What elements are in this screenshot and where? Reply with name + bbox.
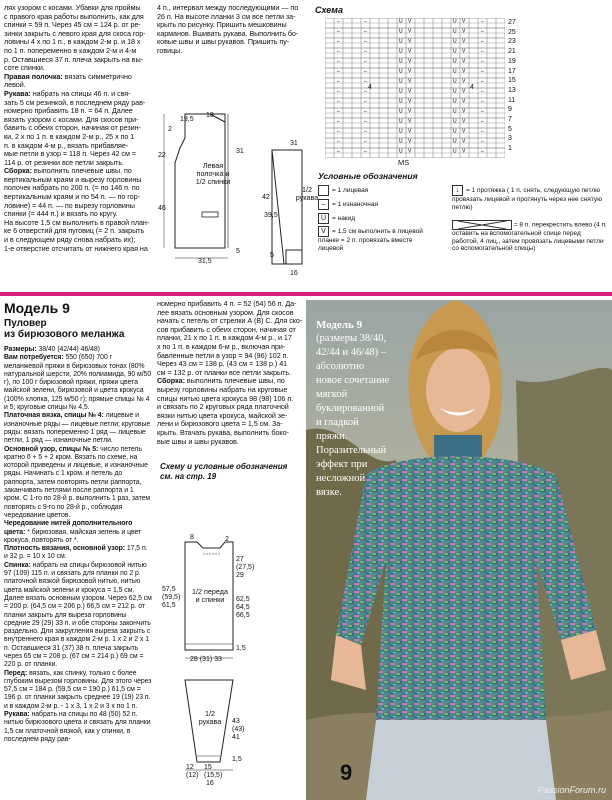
subtitle-line: из бирюзового меланжа <box>4 329 125 340</box>
text-line: мые петли в узор = 118 п. Через 42 см = <box>4 149 136 159</box>
dim-label: 16 <box>206 780 214 787</box>
text-line: полочек набрать по 200 п. (= по 146 п. по <box>4 183 140 193</box>
caption-line: абсолютно <box>316 361 365 372</box>
chart-stitch-symbol: V <box>408 58 412 65</box>
row-number: 21 <box>508 48 516 56</box>
dim-label: (12) <box>186 772 199 779</box>
row-number: 15 <box>508 77 516 85</box>
chart-stitch-symbol: – <box>364 108 367 115</box>
chart-stitch-symbol: V <box>462 98 466 105</box>
chart-stitch-symbol: U <box>399 148 403 155</box>
row-number: 5 <box>508 125 512 133</box>
chart-stitch-symbol: V <box>408 88 412 95</box>
text-line: и в следующем ряду снова набрать их); <box>4 235 136 245</box>
text-line: крыть по рисунку. Пришить мешковины <box>157 20 287 30</box>
caption-line: Поразительный <box>316 445 387 456</box>
chart-stitch-symbol: V <box>408 48 412 55</box>
section-heading: Правая полочка: <box>4 71 63 81</box>
chart-stitch-symbol: – <box>337 138 340 145</box>
legend-text: = 1 изнаночная <box>332 201 379 209</box>
text-line: с правого края работы выполнить, как для <box>4 11 144 21</box>
dim-label: 2 <box>168 126 172 133</box>
text-line: х по 1 п. в каждом 6-м р., включая при- <box>157 341 286 351</box>
subtitle-line: Пуловер <box>4 318 47 329</box>
chart-stitch-symbol: – <box>337 38 340 45</box>
row-numbers <box>508 18 528 154</box>
caption-line: 42/44 и 46/48) – <box>316 347 387 358</box>
instr-heading: Плотность вязания, основной узор: <box>4 545 126 553</box>
instr-text: набрать на спицы бирюзовой нитью 97 (109) 115 п. и связать для планки по 2 р. платочной вязкой бирюзовой нитью, нитью цвета майской зелени и крокуса = 1,5 см. Далее вязать основным узором. Через 62,5 см = 200 р. (64,5 см = 206 р.) 66,5 см = 212 р. от планки закрыть для выреза горловины средние 29 (29) 33 п. и обе стороны закончить раздельно. Для закругления выреза закрыть с внутреннего края в каждом 2-м р. 1 х 2 и 2 х 1 п. Оставшиеся 31 (37) 38 п. плеча закрыть через 65 см = 208 р. (67 см = 214 р.) 69 см = 220 р. от планки. <box>4 561 152 669</box>
chart-stitch-symbol: – <box>337 18 340 25</box>
legend-item-cable <box>452 220 608 253</box>
top-left-text-column <box>4 4 150 253</box>
text-line: п. в каждом 4-м р., вязать прибавляе- <box>4 140 129 150</box>
text-line: выполнить плечевые швы, по <box>186 376 285 386</box>
instr-heading: Вам потребуется: <box>4 354 64 362</box>
chart-stitch-symbol: – <box>481 108 484 115</box>
dim-label: 5 <box>270 252 274 259</box>
chart-stitch-symbol: – <box>481 98 484 105</box>
chart-stitch-symbol: – <box>481 138 484 145</box>
shape-label-line: Левая <box>202 161 224 170</box>
knit-symbol-icon <box>318 185 329 196</box>
shape-label-line: 1/2 переда <box>192 587 228 596</box>
chart-stitch-symbol: – <box>364 38 367 45</box>
chart-stitch-symbol: U <box>453 18 457 25</box>
section-heading: Сборка: <box>157 376 185 386</box>
chart-stitch-symbol: V <box>408 78 412 85</box>
chart-stitch-symbol: V <box>462 58 466 65</box>
text-line: вые швы и швы рукавов. <box>157 436 239 446</box>
row-number: 17 <box>508 67 516 75</box>
dim-label: 1,5 <box>232 756 242 763</box>
chart-stitch-symbol: U <box>399 108 403 115</box>
shape-label-line: 1/2 спинки <box>195 177 231 186</box>
model-title: Модель 9 <box>4 300 70 316</box>
chart-stitch-symbol: V <box>462 78 466 85</box>
chart-stitch-symbol: V <box>408 118 412 125</box>
dim-label: 27 <box>236 556 244 563</box>
chart-stitch-symbol: – <box>364 138 367 145</box>
chart-stitch-symbol: – <box>337 28 340 35</box>
model-subtitle <box>4 318 124 340</box>
text-line: ловине) = 44 п. — по вырезу горловины <box>4 200 135 210</box>
dim-label: (43) <box>232 726 245 733</box>
dim-label: 64,5 <box>236 604 250 611</box>
instr-text: * бирюзовая, майская зелень и цвет крокуса, повторять от *. <box>4 528 142 544</box>
text-line: р. Оставшиеся 37 п. плеча закрыть на вы- <box>4 54 143 64</box>
instr-heading: Платочная вязка, спицы № 4: <box>4 412 104 420</box>
caption-line: вязке. <box>316 487 342 498</box>
legend-text: = 1 протяжка ( 1 п. снять, следующую петлю провязать лицевой и протянуть через нее снятую петлю) <box>452 187 602 211</box>
dim-label: 62,5 <box>236 596 250 603</box>
legend-item-knit <box>318 185 418 196</box>
chart-stitch-symbol: V <box>462 128 466 135</box>
text-line: говицы. <box>157 45 183 55</box>
chart-stitch-symbol: U <box>399 48 403 55</box>
schema-inner-label: 4 <box>368 84 372 91</box>
chart-stitch-symbol: U <box>453 108 457 115</box>
chart-stitch-symbol: U <box>453 38 457 45</box>
chart-stitch-symbol: – <box>337 48 340 55</box>
front-shape-label <box>186 162 240 186</box>
chart-stitch-symbol: V <box>462 18 466 25</box>
text-line: спинки (= 444 п.) и вязать по кругу. <box>4 209 118 219</box>
chart-stitch-symbol: U <box>453 88 457 95</box>
row-number: 19 <box>508 57 516 65</box>
shape-label-line: 1/2 <box>205 709 215 718</box>
ms-label: MS <box>398 158 410 167</box>
chart-stitch-symbol: – <box>481 18 484 25</box>
text-line: лее вязать основным узором. Для скосов <box>157 307 294 317</box>
text-line: крыть. Втачать рукава, выполнить боко- <box>157 427 289 437</box>
text-line: спицы нитью цвета крокуса 98 (98) 106 п. <box>157 393 294 403</box>
instr-text: 17,5 п. и 32 р. = 10 х 10 см. <box>4 545 148 561</box>
chart-stitch-symbol: – <box>481 148 484 155</box>
cable-symbol-icon <box>452 220 512 230</box>
dim-label: 18 <box>206 112 214 119</box>
caption-line: буклированной <box>316 403 385 414</box>
instr-text: вязать, как спинку, только с более глубоким вырезом горловины. Для этого через 57,5 см = 184 р. (59,5 см = 190 р.) 61,5 см = 196 р. от планки закрыть среднее 19 (19) 23 п. и в каждом 2-м р. - 1 х 3, 1 х 2 и 3 х по 1 п. <box>4 669 152 710</box>
dim-label: 57,5 <box>162 586 176 593</box>
photo-caption <box>316 318 406 500</box>
text-line: номерно прибавить 18 п. = 64 п. Далее <box>4 106 133 116</box>
text-line: ке 6 отверстий для пуговиц (= 2 п. закрыть <box>4 226 145 236</box>
chart-stitch-symbol: – <box>364 88 367 95</box>
instr-heading: Основной узор, спицы № 5: <box>4 445 99 453</box>
chart-stitch-symbol: V <box>408 128 412 135</box>
dim-label: 43 <box>232 718 240 725</box>
row-number: 1 <box>508 145 512 153</box>
chart-stitch-symbol: – <box>337 78 340 85</box>
caption-line: несложной <box>316 473 366 484</box>
instr-text: число петель кратно 6 + 5 + 2 кром. Вязать по схеме, на которой приведены и лицевые, и изнаночные ряды. Начинать с 1 кром. и петель до раппорта, затем повторять петли раппорта, заканчивать петлями после раппорта и 1 кром. С 1-го по 28-й р. выполнить 1 раз, затем повторять с 9-го по 28-й р., соблюдая чередование цветов. <box>4 445 151 519</box>
chart-stitch-symbol: – <box>337 148 340 155</box>
chart-stitch-symbol: V <box>408 138 412 145</box>
chart-stitch-symbol: – <box>481 38 484 45</box>
text-line: набрать на спицы 46 п. и свя- <box>32 88 131 98</box>
legend-item-purl <box>318 199 418 210</box>
chart-stitch-symbol: V <box>462 68 466 75</box>
chart-stitch-symbol: U <box>453 78 457 85</box>
chart-stitch-symbol: – <box>481 88 484 95</box>
chart-stitch-symbol: V <box>462 38 466 45</box>
instr-heading: Рукава: <box>4 711 30 719</box>
legend-text: = 1,5 см выполнить в лицевой планке = 2 п. провязать вместе лицевой <box>318 228 423 252</box>
dim-label: (59,5) <box>162 594 181 601</box>
legend-text: = накид <box>332 215 356 223</box>
chart-stitch-symbol: V <box>408 68 412 75</box>
dim-label: 8 <box>190 534 194 541</box>
legend-text: = 8 п. перекрестить влево (4 п. оставить на вспомогательной спице перед работой, 4 лиц., затем провязать лицевыми петли со вспомогательной спицы) <box>452 221 607 252</box>
body-shape-label <box>188 588 232 604</box>
watermark: PassionForum.ru <box>537 785 606 795</box>
text-line: бавленные петли в узор = 94 (96) 102 п. <box>157 350 289 360</box>
shape-label-line: и спинки <box>195 595 225 604</box>
chart-stitch-symbol: U <box>453 148 457 155</box>
dim-label: (27,5) <box>236 564 255 571</box>
text-line: планки, 21 х по 1 п. в каждом 4-м р., и 17 <box>157 333 292 343</box>
dim-label: 39,5 <box>264 212 278 219</box>
caption-line: мягкой <box>316 389 348 400</box>
text-line: см = 132 р. от планки все петли закрыть. <box>157 367 291 377</box>
chart-stitch-symbol: – <box>364 78 367 85</box>
legend-title: Условные обозначения <box>318 171 418 181</box>
text-line: карманов. Вшивать рукава. Выполнить бо- <box>157 28 299 38</box>
chart-stitch-symbol: V <box>408 148 412 155</box>
chart-stitch-symbol: U <box>399 58 403 65</box>
chart-stitch-symbol: – <box>337 68 340 75</box>
dim-label: 1,5 <box>236 645 246 652</box>
chart-stitch-symbol: V <box>408 108 412 115</box>
chart-stitch-symbol: U <box>453 118 457 125</box>
instr-text: лицевые и изнаночные ряды — лицевые петли; круговые ряды: вязать попеременно 1 ряд — лицевые петли, 1 ряд — изнаночные петли. <box>4 412 151 445</box>
chart-stitch-symbol: – <box>481 28 484 35</box>
chart-stitch-symbol: V <box>462 118 466 125</box>
ref-line: см. на стр. 19 <box>160 471 217 481</box>
chart-stitch-symbol: – <box>337 98 340 105</box>
dim-label: 12 <box>186 764 194 771</box>
purl-symbol-icon: – <box>318 199 329 210</box>
caption-line: пряжи. <box>316 431 348 442</box>
model9-instructions <box>4 346 152 744</box>
text-line: вязать узором с косами. Для скосов при- <box>4 114 139 124</box>
chart-stitch-symbol: U <box>399 38 403 45</box>
chart-stitch-symbol: U <box>399 28 403 35</box>
text-line: Через 43 см = 138 р. (43 см = 138 р.) 41 <box>157 359 288 369</box>
text-line: лени и бирюзового цвета = 1,5 см. За- <box>157 419 283 429</box>
chart-stitch-symbol: U <box>399 98 403 105</box>
dim-label: 66,5 <box>236 612 250 619</box>
legend-item-yarnover <box>318 213 418 224</box>
k2tog-symbol-icon: V <box>318 226 329 237</box>
text-line: 1-е отверстие отсчитать от нижнего края на <box>4 243 148 253</box>
chart-stitch-symbol: U <box>399 68 403 75</box>
text-line: вертикальным краям и вырезу горловины <box>4 174 142 184</box>
slip-symbol-icon: ↓ <box>452 185 463 196</box>
row-number: 11 <box>508 96 516 104</box>
text-line: и связать по 2 круговых ряда платочной <box>157 402 289 412</box>
text-line: номерно прибавить 4 п. = 52 (54) 56 п. Да- <box>157 299 297 308</box>
dim-label: 46 <box>158 205 166 212</box>
chart-stitch-symbol: – <box>364 58 367 65</box>
text-line: ки, 2 х по 1 п. в каждом 2-м р., 25 х по 1 <box>4 131 135 141</box>
dim-label: 31 <box>290 140 298 147</box>
chart-stitch-symbol: – <box>481 118 484 125</box>
text-line: сов прибавить с обеих сторон, начиная от <box>157 324 296 334</box>
chart-stitch-symbol: V <box>462 48 466 55</box>
instr-heading: Чередование нитей дополнительного цвета: <box>4 520 133 536</box>
legend-text: = 1 лицевая <box>332 187 369 195</box>
chart-stitch-symbol: U <box>453 28 457 35</box>
text-line: выполнить плечевые швы. по <box>33 166 132 176</box>
dim-label: 41 <box>232 734 240 741</box>
row-number: 13 <box>508 86 516 94</box>
dim-label: 31,5 <box>198 258 212 265</box>
dim-label: 15 <box>204 764 212 771</box>
section-heading: Сборка: <box>4 166 32 176</box>
chart-stitch-symbol: – <box>337 58 340 65</box>
dim-label: 19,5 <box>180 116 194 123</box>
instr-text: 550 (650) 700 г меланжевой пряжи в бирюзовых тонах (80% натуральной шерсти, 20% полиамида, 90 м/50 г), по 100 г бирюзовой пряжи, пряжи цвета майской зелени, бирюзовой и цвета крокуса (100% хлопка, 125 м/50 г); прямые спицы № 4 и 5; круговые спицы № 4,5. <box>4 354 152 412</box>
text-line: спинки = 59 п. Через 45 см = 124 р. от ре- <box>4 20 141 30</box>
yarnover-symbol-icon: U <box>318 213 329 224</box>
chart-stitch-symbol: V <box>462 88 466 95</box>
caption-line: эффект при <box>316 459 368 470</box>
caption-line: (размеры 38/40, <box>316 333 387 344</box>
chart-stitch-symbol: – <box>337 88 340 95</box>
chart-stitch-symbol: V <box>462 148 466 155</box>
instr-text: 38/40 (42/44) 46/48) <box>36 346 100 353</box>
caption-title: Модель 9 <box>316 319 363 331</box>
dim-label: 16 <box>290 270 298 277</box>
knitting-chart-grid <box>325 18 505 158</box>
legend-item-k2tog <box>318 226 438 252</box>
text-line: вертикальным краям и по 54 п. — по гор- <box>4 192 140 202</box>
chart-stitch-symbol: U <box>453 58 457 65</box>
text-line: ловины 4 х по 1 п., в каждом 2-м р. и 18 х <box>4 37 141 47</box>
chart-stitch-symbol: V <box>408 18 412 25</box>
chart-stitch-symbol: U <box>453 138 457 145</box>
text-line: соте спинки. <box>4 63 45 73</box>
chart-stitch-symbol: – <box>481 68 484 75</box>
chart-stitch-symbol: U <box>453 68 457 75</box>
text-line: начать с петель от стрелки А (B) С. Для ско- <box>157 316 303 326</box>
chart-stitch-symbol: – <box>481 48 484 55</box>
schema-title: Схема <box>315 5 343 15</box>
chart-stitch-symbol: – <box>337 128 340 135</box>
chart-stitch-symbol: V <box>408 38 412 45</box>
section-divider <box>0 292 612 296</box>
chart-stitch-symbol: – <box>481 78 484 85</box>
sleeve2-shape-label <box>195 710 225 726</box>
instr-heading: Спинка: <box>4 561 31 569</box>
chart-stitch-symbol: U <box>399 128 403 135</box>
row-number: 23 <box>508 38 516 46</box>
text-line: ковые швы и швы рукавов. Пришить пу- <box>157 37 290 47</box>
text-line: лях узором с косами. Убавки для проймы <box>4 3 141 12</box>
text-line: На высоте 1,5 см выполнить в правой план- <box>4 217 150 227</box>
section-heading: Рукава: <box>4 88 31 98</box>
dim-label: 28 (31) 33 <box>190 656 222 663</box>
chart-stitch-symbol: – <box>364 18 367 25</box>
chart-stitch-symbol: – <box>364 148 367 155</box>
shape-label-line: 1/2 <box>302 185 312 194</box>
chart-stitch-symbol: V <box>408 98 412 105</box>
text-line: вязки нитью цвета крокуса, майской зе- <box>157 410 288 420</box>
chart-stitch-symbol: – <box>337 118 340 125</box>
chart-stitch-symbol: U <box>399 138 403 145</box>
dim-label: 5 <box>236 248 240 255</box>
text-line: по 1 п. попеременно в каждом 2-м и 4-м <box>4 45 137 55</box>
schema-inner-label: 4 <box>470 84 474 91</box>
section-text: вязать симметрично левой. <box>4 71 132 90</box>
page-number: 9 <box>340 760 353 785</box>
chart-stitch-symbol: – <box>481 58 484 65</box>
legend-item-slip <box>452 185 608 211</box>
dim-label: 2 <box>225 536 229 543</box>
text-line: 4 п., интервал между последующими — по <box>157 3 299 12</box>
chart-stitch-symbol: – <box>364 28 367 35</box>
dim-label: 29 <box>236 572 244 579</box>
dim-label: 42 <box>262 194 270 201</box>
chart-stitch-symbol: – <box>364 98 367 105</box>
text-line: зинки закрыть с левого края для скоса гор- <box>4 28 146 38</box>
chart-stitch-symbol: – <box>364 68 367 75</box>
dim-label: 61,5 <box>162 602 176 609</box>
instr-heading: Перед: <box>4 669 28 677</box>
chart-stitch-symbol: U <box>453 98 457 105</box>
text-line: бавить с обеих сторон, начиная от резин- <box>4 123 141 133</box>
chart-stitch-symbol: U <box>399 18 403 25</box>
chart-stitch-symbol: U <box>399 78 403 85</box>
chart-stitch-symbol: U <box>399 88 403 95</box>
text-line: 26 п. На высоте планки 3 см все петли за- <box>157 11 296 21</box>
chart-stitch-symbol: V <box>462 108 466 115</box>
row-number: 25 <box>508 28 516 36</box>
chart-stitch-symbol: – <box>364 128 367 135</box>
row-number: 9 <box>508 106 512 114</box>
chart-stitch-symbol: V <box>408 28 412 35</box>
dim-label: (15,5) <box>204 772 223 779</box>
row-number: 27 <box>508 19 516 26</box>
row-number: 3 <box>508 135 512 143</box>
text-line: зать 5 см резинкой, в последнем ряду рав- <box>4 97 146 107</box>
chart-stitch-symbol: V <box>462 28 466 35</box>
shape-label-line: рукава <box>295 193 319 202</box>
ref-line: Схему и условные обозначения <box>160 462 288 471</box>
chart-stitch-symbol: U <box>453 128 457 135</box>
dim-label: 31 <box>236 148 244 155</box>
chart-stitch-symbol: – <box>364 118 367 125</box>
text-line: 114 р. от резинки все петли закрыть. <box>4 157 124 167</box>
dim-label: 22 <box>158 152 166 159</box>
chart-stitch-symbol: – <box>337 108 340 115</box>
chart-stitch-symbol: – <box>364 48 367 55</box>
chart-stitch-symbol: U <box>399 118 403 125</box>
shape-label-line: полочка и <box>196 169 230 178</box>
chart-stitch-symbol: – <box>481 128 484 135</box>
top-mid-text-column <box>157 4 303 56</box>
chart-stitch-symbol: U <box>453 48 457 55</box>
model9-mid-column <box>157 300 305 446</box>
caption-line: и гладкой <box>316 417 359 428</box>
instr-heading: Размеры: <box>4 346 37 353</box>
text-line: вырезу горловины набрать на круговые <box>157 384 288 394</box>
instr-text: набрать на спицы по 48 (50) 52 п. нитью бирюзового цвета и связать для планки 1,5 см платочной вязкой, как у спинки, в последнем ряду рав- <box>4 711 151 743</box>
row-number: 7 <box>508 116 512 124</box>
schemas-reference <box>160 462 287 481</box>
shape-label-line: рукава <box>198 717 222 726</box>
caption-line: новое сочетание <box>316 375 390 386</box>
chart-stitch-symbol: V <box>462 138 466 145</box>
